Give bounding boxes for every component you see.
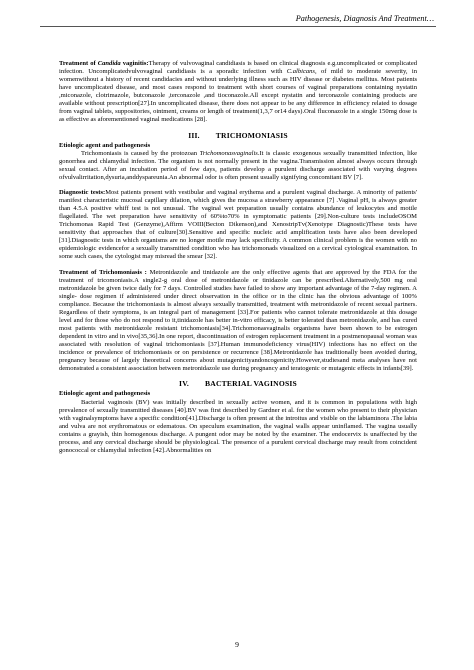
section-title-trichomoniasis: III. TRICHOMONIASIS — [188, 130, 288, 140]
header-rule — [40, 26, 436, 27]
trichomoniasis-treatment-label: Treatment of Trichomoniasis : — [59, 268, 147, 276]
candida-treatment-heading: Treatment of Candida vaginitis: — [59, 60, 149, 67]
diagnostic-tests-label: Diagnostic tests: — [59, 189, 106, 197]
running-header: Pathogenesis, Diagnosis And Treatment… — [295, 14, 434, 23]
subheading-etiology-trichomoniasis: Etiologic agent and pathogenesis — [59, 141, 151, 149]
species-name: C.albicans — [286, 68, 315, 76]
species-name: Trichomonasvaginalis — [199, 149, 258, 157]
section-title-bacterial-vaginosis: IV. BACTERIAL VAGINOSIS — [179, 379, 297, 389]
bacterial-vaginosis-etiology-paragraph: Bacterial vaginosis (BV) was initially described in sexually active women, and it is common in populations with high prevalence of sexually transmitted diseases [40].BV was first described by Gardner et al. for the women who present to their physician with vaginalsymptoms have a specific condition[41].Discharge is often present at the introitus and visible on the labiaminora .The labia and vulva are not erythromatous or edematous. On speculum examination, the vaginal walls appear uninflamed. The vagina usually contains a grayish, thin homogenous discharge. A pungent odor may be noted by the examiner. The endocervix is unaffected by the process, and any cervical discharge should be physiological. The presence of a purulent cervical discharge may result from coincident gonococcal or chlamydial infection [42].Abnormalities on — [59, 398, 417, 454]
trichomoniasis-etiology-paragraph: Trichomoniasis is caused by the protozoan Trichomonasvaginalis.It is classic exogenous sexually transmitted infection, like gonorrhea and chlamydial infection. The organism is not normally present in the vagina.Transmission almost always occurs through sexual contact. After an incubation period of few days, patients develop a purulent discharge associated with varying degrees ofvulvalirritation,dysuria,anddyspareunia.An abnormal odor is often present usually signifying concomitant BV [7]. — [59, 149, 417, 181]
trichomoniasis-treatment-paragraph: Treatment of Trichomoniasis : Metronidazole and tinidazole are the only effective agents that are approved by the FDA for the treatment of tricomoniasis.A single2-g oral dose of metronidazole or tinidazole can be prescribed.Alternatively,500 mg oral metronidazole be given twice daily for 7 days. Controlled studies have failed to show any important advantage of the 7-day regimen. A single- dose regimen if administered under direct observation in the office or in the clinic has the obvious advantage of 100% compliance. Because the trichomoniasis is almost always sexually transmitted, treatment with metronidazole of recent sexual partners. Regardless of their symptoms, is an integral part of management [33].For patients who cannot tolerate metronidazole at this dosage level and for those who do not respond to it,tinidazole has better in-vitro efficacy, is better tolerated than metronidazole, and has cured most patients with metronidazole resistant trichomoniasis[34].Trichomonasvaginalis organisms have been shown to be estrogen dependent in vitro and in vivo[35,36].In one report, discontinuation of estrogen replacement treatment in a postmenopausal woman was associated with resolution of vaginal trichomoniasis [37].Human immunodeficiency virus(HIV) infections has no effect on the incidence or prevalence of trichomoniasis or on persistence or recurrence [38].Metronidazole has traditionally been avoided during, pregnancy because of largely theoretical concerns about mutagenicityandoncogenicity.However,studiesand meta analyses have not demonstrated a consistent association between metronidazole use during pregnancy and teratogenic or mutagenic effects in infants[39]. — [59, 268, 418, 373]
subheading-etiology-bacterial-vaginosis: Etiologic agent and pathogenesis — [59, 390, 151, 398]
candida-treatment-paragraph: Treatment of Candida vaginitis:Therapy of vulvovaginal candidiasis is based on clinical diagnosis e.g.uncomplicated or complicated infection. Uncomplicatedvulvovaginal candidiasis is a sporadic infection with C.albicans, of mild to moderate severity, in womenwithout a history of recent candidacies and without underlying illness such as HIV disease or diabetes mellitus. Most patients have uncomplicated disease, and most cases respond to treatment with short courses of vaginal preparations containing nystatin ,miconazole, clotrimazole, butconazole ,terconazole ,and tioconazole.All except nystatin and terconazole containing products are available without prescription[27].In uncomplicated disease, there does not appear to be any difference in efficiency related to dosage from vaginal tablets, suppositories, ointment, creams or length of treatment(1,3,7 or14 days).Oral fluconazole in a single 150mg dose is as effective as aforementioned vaginal medications [28]. — [59, 60, 417, 124]
page-number: 9 — [235, 640, 239, 649]
article-body — [59, 60, 417, 462]
diagnostic-tests-paragraph: Diagnostic tests:Most patients present with vestibular and vaginal erythema and a purulent vaginal discharge. A minority of patients' manifest characteristic mucosal capillary dilation, which gives the mucosa a strawberry appearance [7] .Vaginal pH, is always greater than 4.5.A positive whiff test is not unusual. The vaginal wet preparation usually contains abundance of leukocytes and motile flagellated. The wet preparation have sensitivity of 60%to70% in symptomatic patients [29].Non-culture tests includeOSOM Trichomonas Rapid Test (Genzyme),Affirm VOIII(Becton Dikenson),and XenostripTv(Xenotype Diagnostic)These tests have sensitivity that approaches that of culture[30].Sensitive and specific nucleic acid amplification tests have also been developed [31].Diagnostic tests in which organisms are no longer motile may lack specificity. A common clinical problem is the women with no epidemiologic evidencefor a sexually transmitted condition who has trichomonads visualized on a cervical cytological examination. In some such cases, the cytologist may misread the smear [32]. — [59, 189, 417, 261]
